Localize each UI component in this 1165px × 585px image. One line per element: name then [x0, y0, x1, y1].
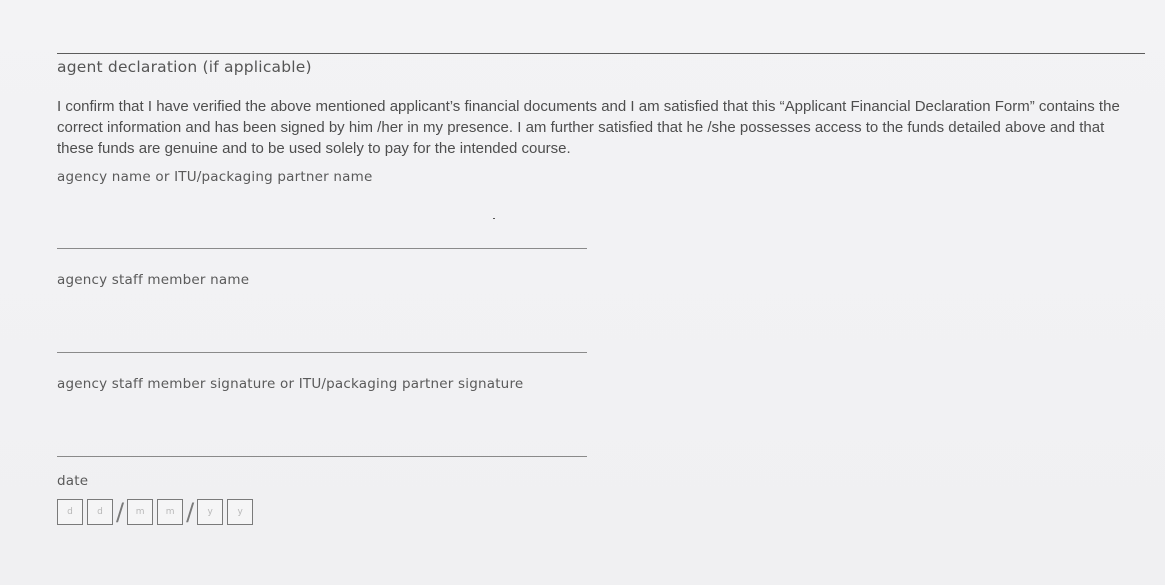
date-year-box-1[interactable]: y	[197, 499, 223, 525]
section-title: agent declaration (if applicable)	[57, 58, 312, 76]
agency-name-field[interactable]	[57, 248, 587, 249]
date-month-box-2[interactable]: m	[157, 499, 183, 525]
staff-name-label: agency staff member name	[57, 272, 250, 288]
date-separator: /	[186, 498, 195, 526]
signature-field[interactable]	[57, 456, 587, 457]
date-day-box-2[interactable]: d	[87, 499, 113, 525]
scan-speck	[493, 218, 495, 219]
agency-name-label: agency name or ITU/packaging partner name	[57, 169, 373, 185]
declaration-text: I confirm that I have verified the above mentioned applicant’s financial documents and I am satisfied that this “Applicant Financial Declaration Form” contains the correct information and has been signed by him /her in my presence. I am further satisfied that he /she possesses access to the funds detailed above and that these funds are genuine and to be used solely to pay for the intended course.	[57, 98, 1120, 157]
signature-label: agency staff member signature or ITU/packaging partner signature	[57, 376, 524, 392]
date-month-box-1[interactable]: m	[127, 499, 153, 525]
date-input-group	[57, 497, 257, 527]
date-year-box-2[interactable]: y	[227, 499, 253, 525]
staff-name-field[interactable]	[57, 352, 587, 353]
section-divider	[57, 53, 1145, 54]
date-label: date	[57, 473, 89, 489]
date-separator: /	[116, 498, 125, 526]
date-day-box-1[interactable]: d	[57, 499, 83, 525]
